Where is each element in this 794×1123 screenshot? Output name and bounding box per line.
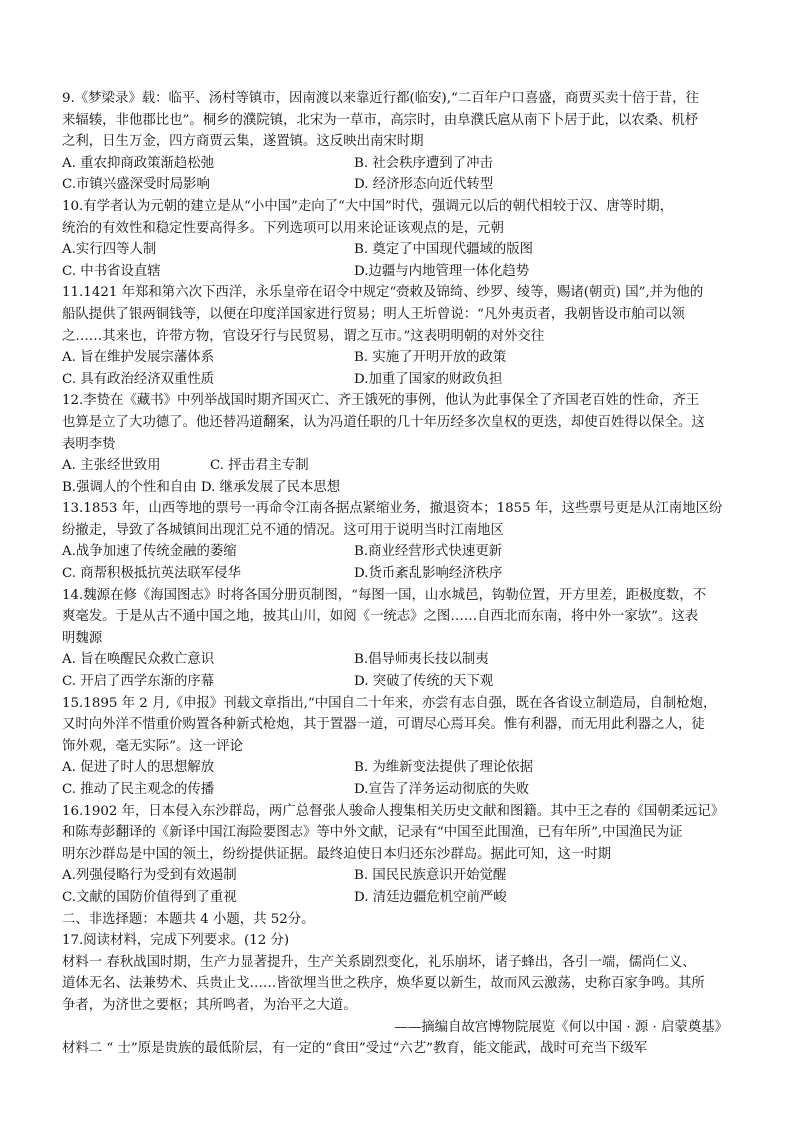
options-row: [62, 757, 734, 779]
question-text-line: 纷撤走，导致了各城镇间出现汇兑不通的情况。这可用于说明当时江南地区: [62, 522, 504, 538]
option-b: B. 国民民族意识开始觉醒: [354, 868, 507, 884]
options-row: [62, 174, 734, 196]
options-row: [62, 347, 734, 369]
question-text-line: 来辐辏，非他郡比也”。桐乡的濮院镇，北宋为一草市，高宗时，由阜濮氏扈从南下卜居于此，以农桑、机杼: [62, 112, 699, 128]
option-d: D.宣告了洋务运动彻底的失败: [354, 782, 530, 797]
question-text-line: 也算是立了大功德了。他还替冯道翻案，认为冯道任职的几十年历经多次皇权的更迭，却使百姓得以保全。这: [62, 414, 705, 430]
options-row: [62, 369, 734, 391]
question-text-line: 9.《梦梁录》载：临平、汤村等镇市，因南渡以来靠近行都(临安),“二百年户口喜盛，商贾买卖十倍于昔，往: [62, 91, 699, 106]
option-d: D.货币紊乱影响经济秩序: [354, 566, 503, 582]
options-row: [62, 261, 734, 283]
question-16: [62, 801, 734, 909]
option-c: C. 开启了西学东渐的序幕: [62, 674, 215, 690]
option-a: A.列强侵略行为受到有效遏制: [62, 868, 237, 884]
options-row: [62, 455, 734, 477]
exam-page: [62, 88, 734, 1060]
option-d: D.边疆与内地管理一体化趋势: [354, 263, 530, 279]
options-row: [62, 153, 734, 175]
question-11: [62, 282, 734, 390]
options-row: [62, 563, 734, 585]
question-text-line: 爽毫发。于是从古不通中国之地，披其山川，如阅《一统志》之图……自西北而东南，将中外一家欤”。这表: [62, 609, 699, 625]
question-text-line: 16.1902 年，日本侵入东沙群岛，两广总督张人骏命人搜集相关历史文献和图籍。其中王之春的《国朝柔远记》: [62, 803, 725, 819]
question-text-line: 11.1421 年郑和第六次下西洋，永乐皇帝在诏令中规定“赍敕及锦绮、纱罗、绫等，赐诸(朝贡) 国”,并为他的: [62, 285, 704, 301]
option-a: A. 旨在唤醒民众救亡意识: [62, 652, 215, 668]
question-text-line: 12.李贽在《藏书》中列举战国时期齐国灭亡、齐王饿死的事例，他认为此事保全了齐国老百姓的性命，齐王: [62, 393, 700, 409]
question-text-line: 明魏源: [62, 630, 103, 646]
option-a: A.实行四等人制: [62, 242, 157, 258]
question-title: 17.阅读材料，完成下列要求。(12 分): [62, 933, 290, 949]
option-b: B.倡导师夷长技以制夷: [354, 652, 489, 668]
section-heading: 二、非选择题：本题共 4 小题，共 52分。: [62, 911, 315, 927]
question-text-line: 统治的有效性和稳定性要高得多。下列选项可以用来论证该观点的是，元朝: [62, 220, 504, 236]
question-15: [62, 693, 734, 801]
option-d: D. 突破了传统的天下观: [354, 674, 494, 690]
options-row: [62, 649, 734, 671]
options-row: [62, 541, 734, 563]
question-14: [62, 585, 734, 693]
question-text-line: 13.1853 年，山西等地的票号一再命令江南各据点紧缩业务，撤退资本；1855 年，这些票号更是从江南地区纷: [62, 501, 723, 517]
options-row: B.强调人的个性和自由 D. 继承发展了民本思想: [62, 479, 341, 495]
question-text-line: 15.1895 年 2 月,《申报》刊载文章指出,“中国自二十年来，亦尝有志自强，既在各省设立制造局，自制枪炮，: [62, 695, 717, 711]
question-text-line: 10.有学者认为元朝的建立是从“小中国”走向了“大中国”时代，强调元以后的朝代相较于汉、唐等时期，: [62, 198, 674, 214]
question-text-line: 又时向外洋不惜重价购置各种新式枪炮，其于置器一道，可谓尽心焉耳矣。惟有利器，而无用此利器之人，徒: [62, 717, 705, 733]
option-b: B. 为维新变法提供了理论依据: [354, 760, 534, 776]
option-c: C. 商帮积极抵抗英法联军侵华: [62, 566, 241, 582]
option-b: B. 奠定了中国现代疆域的版图: [354, 242, 534, 258]
question-text-line: 和陈寿彭翻译的《新译中国江海险要图志》等中外文献，记录有“中国至此围渔，已有年所”,中国渔民为证: [62, 825, 683, 841]
option-b: B.商业经营形式快速更新: [354, 544, 503, 560]
question-9: [62, 88, 734, 196]
options-row: [62, 239, 734, 261]
question-10: [62, 196, 734, 282]
question-text-line: 之……其来也，许带方物，官设牙行与民贸易，谓之互市。”这表明明朝的对外交往: [62, 328, 545, 344]
question-text-line: 船队提供了银两铜钱等，以便在印度洋国家进行贸易；明人王圻曾说：“凡外夷贡者，我朝皆设市舶司以领: [62, 306, 685, 322]
material-text-line: 材料二 “ 士”原是贵族的最低阶层，有一定的“食田”受过“六艺”教育，能文能武，战时可充当下级军: [62, 1041, 648, 1057]
material-text-line: 材料一 春秋战国时期，生产力显著提升，生产关系剧烈变化，礼乐崩坏，诸子蜂出，各引一端，儒尚仁义、: [62, 954, 696, 970]
material-text-line: 道体无名、法兼势术、兵贵止戈……皆欲埋当世之秩序，焕华夏以新生，故而风云激荡，史称百家争鸣。其所: [62, 976, 705, 992]
options-row: [62, 887, 734, 909]
question-text-line: 之利，日生万金，四方商贾云集，遂置镇。这反映出南宋时期: [62, 134, 424, 150]
option-c: C.文献的国防价值得到了重视: [62, 889, 237, 905]
options-row: [62, 779, 734, 801]
option-c: C. 中书省设直辖: [62, 263, 161, 279]
option-c: C. 推动了民主观念的传播: [62, 782, 215, 797]
option-a: A. 促进了时人的思想解放: [62, 760, 215, 776]
option-c: C. 具有政治经济双重性质: [62, 371, 215, 387]
option-b: B. 社会秩序遭到了冲击: [354, 155, 493, 171]
question-text-line: 明东沙群岛是中国的领土，纷纷提供证据。最终迫使日本归还东沙群岛。据此可知，这一时期: [62, 846, 612, 862]
option-d: D. 经济形态向近代转型: [354, 177, 494, 193]
option-c: C. 抨击君主专制: [210, 458, 309, 474]
question-text-line: 饰外观，毫无实际”。这一评论: [62, 738, 243, 754]
option-c: C.市镇兴盛深受时局影响: [62, 177, 210, 193]
question-12: [62, 390, 734, 498]
material-text-line: 争者，为济世之要枢；其所鸣者，为治平之大道。: [62, 997, 357, 1013]
options-row: [62, 865, 734, 887]
option-b: B. 实施了开明开放的政策: [354, 350, 507, 366]
question-text-line: 表明李贽: [62, 436, 116, 452]
material-source: ——摘编自故宫博物院展览《何以中国 · 源 · 启蒙奠基》: [394, 1019, 728, 1035]
option-a: A. 重农抑商政策渐趋松弛: [62, 155, 215, 171]
question-13: [62, 498, 734, 584]
option-a: A.战争加速了传统金融的萎缩: [62, 544, 237, 560]
option-a: A. 主张经世致用: [62, 458, 161, 474]
option-d: D. 清廷边疆危机空前严峻: [354, 889, 507, 905]
options-row: [62, 671, 734, 693]
question-17: [62, 930, 734, 1060]
option-a: A. 旨在维护发展宗藩体系: [62, 350, 215, 366]
question-text-line: 14.魏源在修《海国图志》时将各国分册页制图，“每图一国，山水城邑，钩勒位置，开方里差，距极度数，不: [62, 587, 707, 603]
option-d: D.加重了国家的财政负担: [354, 371, 503, 387]
